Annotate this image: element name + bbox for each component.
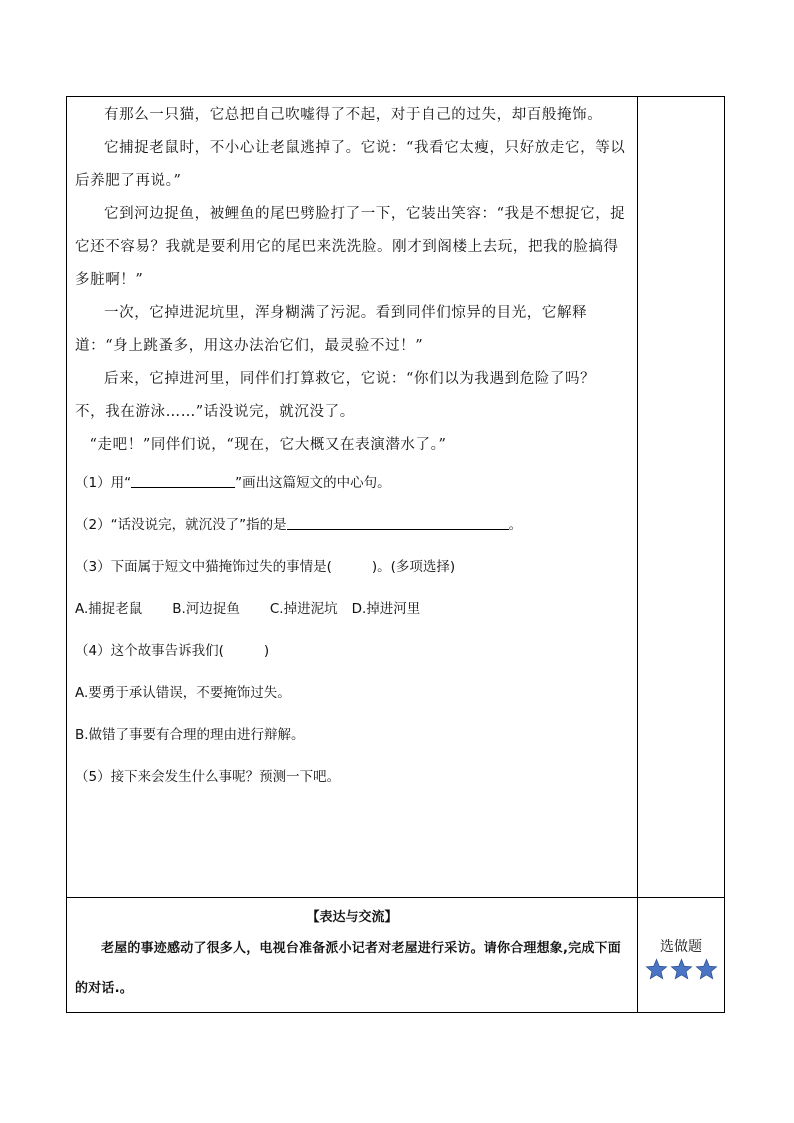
answer-blank-2[interactable] [287, 515, 509, 530]
option-b: B.河边捉鱼 [172, 601, 240, 617]
option-d: D.掉进河里 [351, 601, 421, 617]
expression-title: 【表达与交流】 [306, 910, 398, 925]
story-paragraph: 后来，它掉进河里，同伴们打算救它，它说：“你们以为我遇到危险了吗？ [104, 371, 596, 387]
story-paragraph: 一次，它掉进泥坑里，浑身糊满了污泥。看到同伴们惊异的目光，它解释道：“身上跳蚤多，用这办法治它们，最灵验不过！” [75, 305, 588, 354]
story-paragraph: 不，我在游泳……”话没说完，就沉没了。 [75, 404, 355, 420]
question-5: （5）接下来会发生什么事呢？预测一下吧。 [75, 769, 341, 785]
question-3-prefix: （3）下面属于短文中猫掩饰过失的事情是( [75, 559, 332, 575]
story-paragraph: 有那么一只猫，它总把自己吹嘘得了不起，对于自己的过失，却百般掩饰。 [104, 107, 603, 123]
question-3 [75, 546, 631, 588]
reading-side-cell [638, 97, 725, 898]
question-1 [75, 462, 631, 504]
reading-row [67, 97, 725, 898]
question-3-suffix: )。(多项选择) [371, 559, 456, 575]
expression-side-cell [638, 898, 725, 1013]
question-2-prefix: （2）“话没说完，就沉没了”指的是 [75, 517, 287, 533]
expression-cell [67, 898, 638, 1013]
question-1-suffix: ”画出这篇短文的中心句。 [235, 475, 391, 491]
question-4 [75, 630, 631, 672]
story-text [67, 97, 637, 462]
question-4-option-a: A.要勇于承认错误，不要掩饰过失。 [75, 685, 291, 701]
star-icon [645, 958, 668, 981]
question-4-prefix: （4）这个故事告诉我们( [75, 643, 224, 659]
underline-sample [131, 473, 235, 488]
question-3-options [75, 588, 631, 630]
story-paragraph: 它捕捉老鼠时，不小心让老鼠逃掉了。它说：“我看它太瘦，只好放走它，等以后养肥了再说。” [75, 140, 626, 189]
expression-body: 老屋的事迹感动了很多人，电视台准备派小记者对老屋进行采访。请你合理想象,完成下面的对话.。 [75, 941, 621, 996]
expression-row [67, 898, 725, 1013]
optional-label: 选做题 [660, 939, 702, 955]
question-2-suffix: 。 [508, 517, 523, 533]
story-paragraph: “走吧！”同伴们说，“现在，它大概又在表演潜水了。” [89, 437, 447, 453]
difficulty-stars [638, 958, 724, 981]
story-paragraph: 它到河边捉鱼，被鲤鱼的尾巴劈脸打了一下，它装出笑容：“我是不想捉它，捉它还不容易？我就是要利用它的尾巴来洗洗脸。刚才到阁楼上去玩，把我的脸搞得多脏啊！” [75, 206, 626, 288]
question-4-option-b: B.做错了事要有合理的理由进行辩解。 [75, 727, 305, 743]
question-1-prefix: （1）用“ [75, 475, 132, 491]
question-4-suffix: ) [263, 643, 270, 659]
option-c: C.掉进泥坑 [269, 601, 338, 617]
worksheet-table [66, 96, 725, 1013]
question-2 [75, 504, 631, 546]
star-icon [670, 958, 693, 981]
questions-block [67, 462, 637, 798]
star-icon [695, 958, 718, 981]
option-a: A.捕捉老鼠 [75, 601, 143, 617]
reading-cell [67, 97, 638, 898]
